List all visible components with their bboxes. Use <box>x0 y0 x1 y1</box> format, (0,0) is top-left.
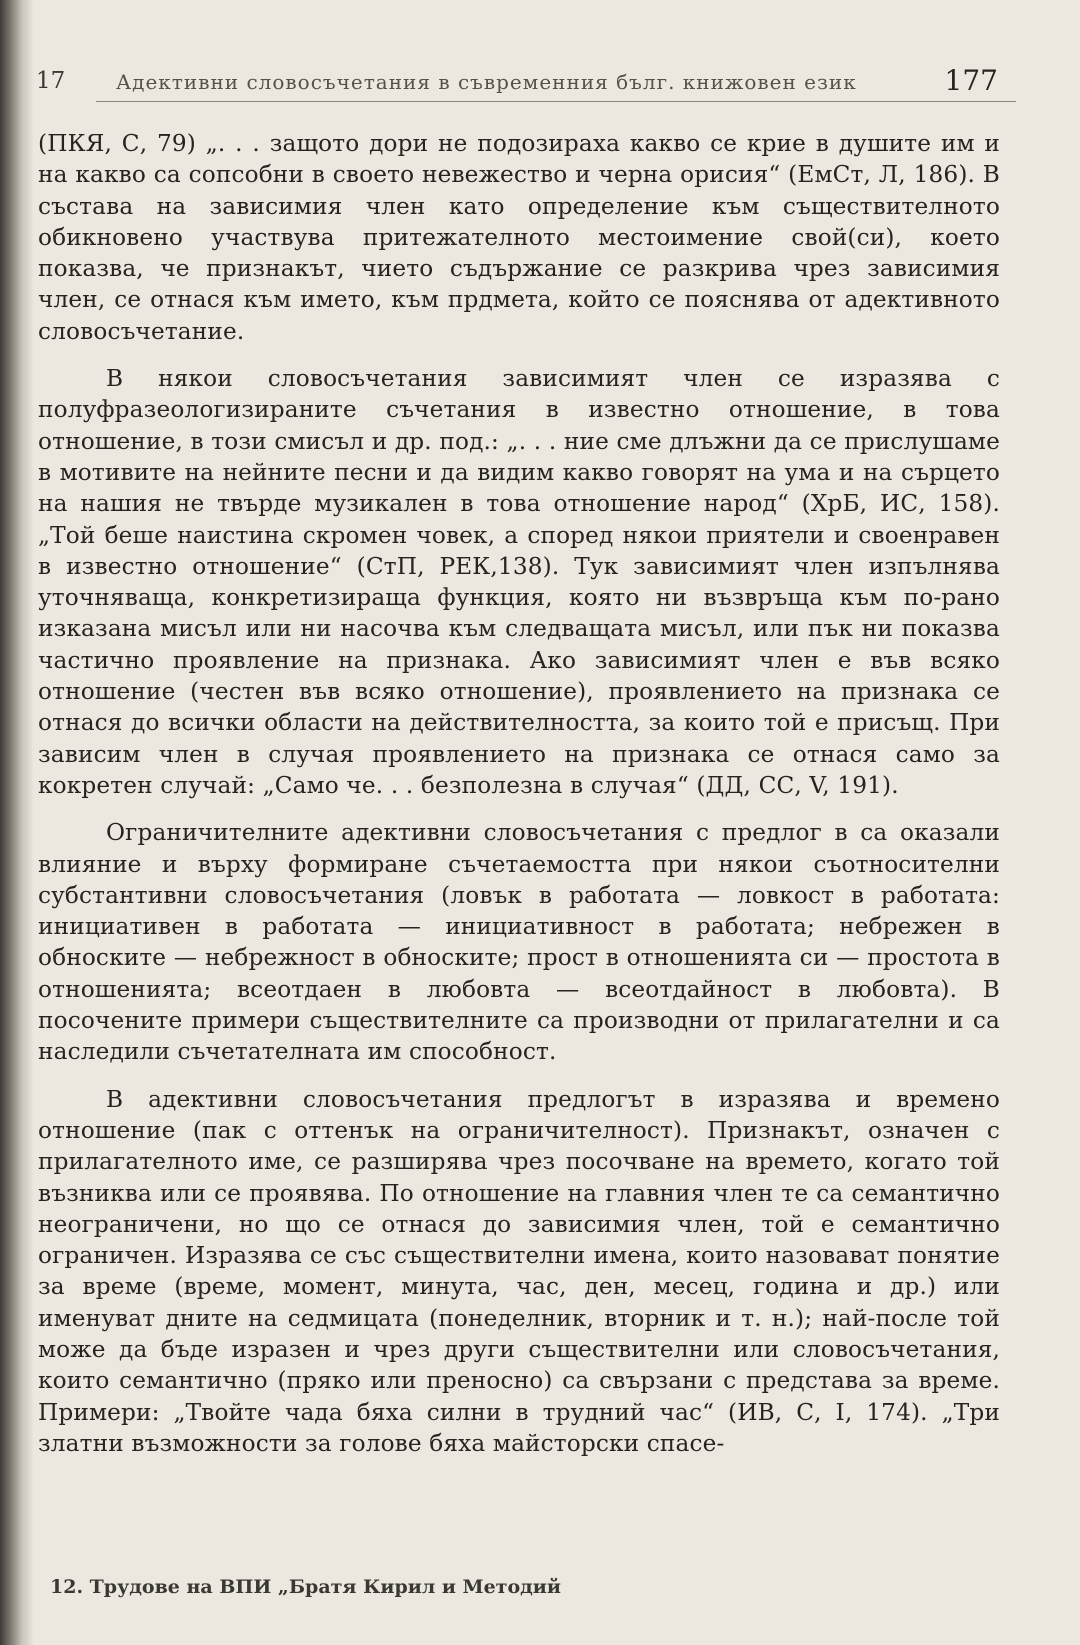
paragraph-2: В някои словосъчетания зависимият член се изразява с полуфразеологизираните съчетания в известно отношение, в това отношение, в този смисъл и др. под.: „. . . ние сме длъжни да се прислушаме в мотивите на нейните песни и да видим какво говорят на ума и на сърцето на нашия не твърде музикален в това отношение народ“ (ХрБ, ИС, 158). „Той беше наистина скромен човек, а според някои приятели и своенравен в известно отношение“ (СтП, РЕК,138). Тук зависимият член изпълнява уточняваща, конкретизираща функция, която ни възвръща към по-рано изказана мисъл или ни насочва към следващата мисъл, или пък ни показва частично проявление на признака. Ако зависимият член е във всяко отношение (честен във всяко отношение), проявлението на признака се отнася до всички области на действителността, за които той е присъщ. При зависим член в случая проявлението на признака се отнася само за кокретен случай: „Само че. . . безполезна в случая“ (ДД, СС, V, 191). <box>38 365 1000 799</box>
body-text <box>38 128 1000 1459</box>
running-head <box>36 64 1006 100</box>
binding-shadow <box>0 0 34 1645</box>
paragraph-3: Ограничителните адективни словосъчетания с предлог в са оказали влияние и върху формиране съчетаемостта при някои съотносителни субстантивни словосъчетания (ловък в работата — ловкост в работата: инициативен в работата — инициативност в работата; небрежен в обноските — небрежност в обноските; прост в отношенията си — простота в отношенията; всеотдаен в любовта — всеотдайност в любовта). В посочените примери съществителните са производни от прилагателни и са наследили съчетателната им способност. <box>38 819 1000 1066</box>
running-head-left-number: 17 <box>36 68 66 94</box>
paragraph-4: В адективни словосъчетания предлогът в изразява и времено отношение (пак с оттенък на ограничителност). Признакът, означен с прилагателното име, се разширява чрез посочване на времето, когато той възниква или се проявява. По отношение на главния член те са семантично неограничени, но що се отнася до зависимия член, той е семантично ограничен. Изразява се със съществителни имена, които назовават понятие за време (време, момент, минута, час, ден, месец, година и др.) или именуват дните на седмицата (понеделник, вторник и т. н.); най-после той може да бъде изразен и чрез други съществителни или словосъчетания, които семантично (пряко или преносно) са свързани с представа за време. Примери: „Твойте чада бяха силни в трудний час“ (ИВ, С, I, 174). „Три златни възможности за голове бяха майсторски спасе- <box>38 1085 1000 1457</box>
page-footer: 12. Трудове на ВПИ „Братя Кирил и Методий <box>50 1576 561 1598</box>
page-number: 177 <box>944 64 998 97</box>
book-page <box>36 0 1060 1645</box>
running-head-title: Адективни словосъчетания в съвременния бълг. книжовен език <box>116 70 857 94</box>
header-rule <box>96 101 1016 102</box>
paragraph-1: (ПКЯ, С, 79) „. . . защото дори не подозираха какво се крие в душите им и на какво са сопсобни в своето невежество и черна орисия“ (ЕмСт, Л, 186). В състава на зависимия член като определение към съществителното обикновено участвува притежателното местоимение свой(си), което показва, че признакът, чието съдържание се разкрива чрез зависимия член, се отнася към името, към прдмета, който се пояснява от адективното словосъчетание. <box>38 130 1000 345</box>
